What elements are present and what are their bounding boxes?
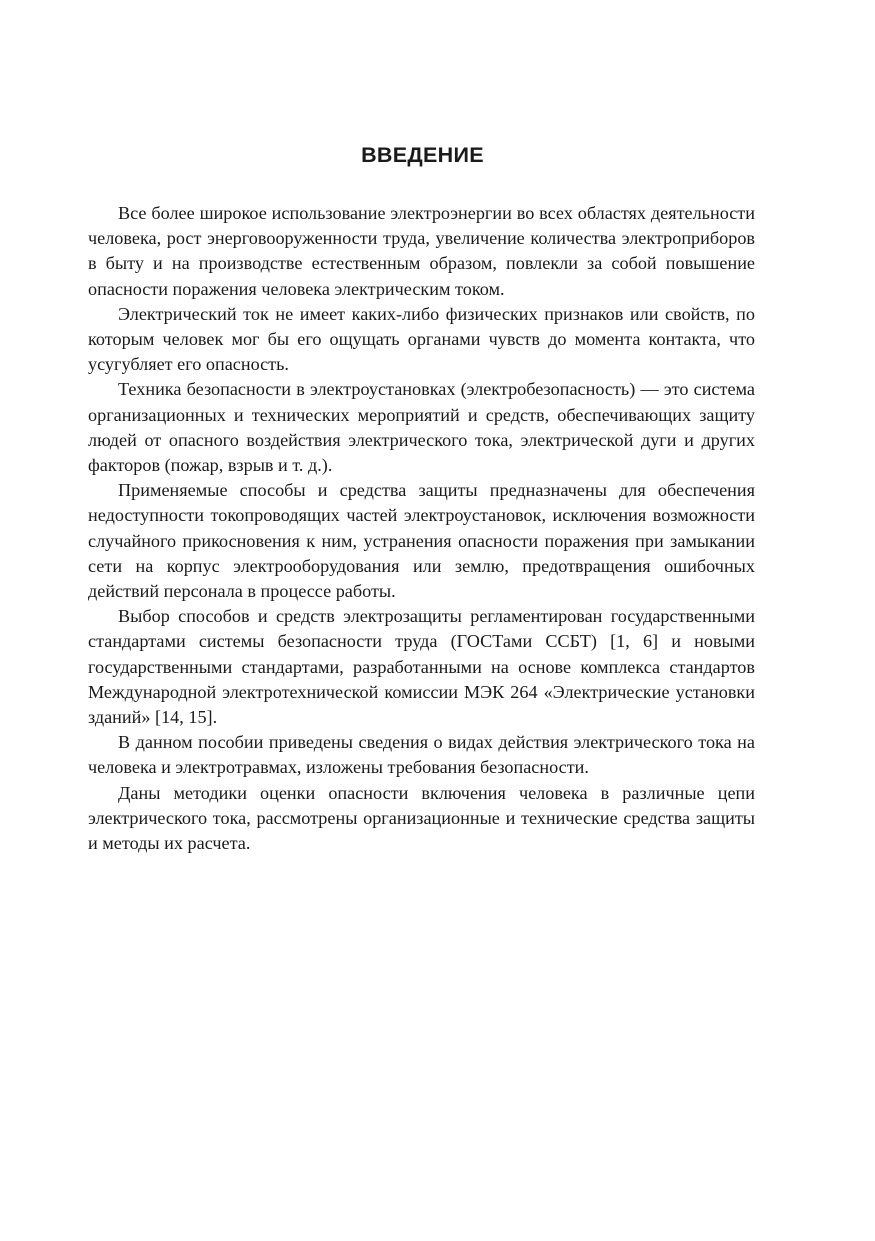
paragraph: Применяемые способы и средства защиты предназначены для обеспечения недоступности токопроводящих частей электроустановок, исключения возможности случайного прикосновения к ним, устранения опасности поражения при замыкании сети на корпус электрооборудования или землю, предотвращения ошибочных действий персонала в процессе работы.	[88, 480, 755, 602]
paragraph: Даны методики оценки опасности включения человека в различные цепи электрического тока, рассмотрены организационные и технические средства защиты и методы их расчета.	[88, 782, 755, 854]
page-title: ВВЕДЕНИЕ	[361, 143, 484, 167]
paragraph: Электрический ток не имеет каких-либо физических признаков или свойств, по которым человек мог бы его ощущать органами чувств до момента контакта, что усугубляет его опасность.	[88, 303, 755, 375]
paragraph: В данном пособии приведены сведения о видах действия электрического тока на человека и электротравмах, изложены требования безопасности.	[88, 732, 755, 778]
paragraph: Все более широкое использование электроэнергии во всех областях деятельности человека, рост энерговооруженности труда, увеличение количества электроприборов в быту и на производстве естественным образом, повлекли за собой повышение опасности поражения человека электрическим током.	[88, 203, 755, 299]
body-text	[88, 201, 755, 856]
paragraph: Выбор способов и средств электрозащиты регламентирован государственными стандартами системы безопасности труда (ГОСТами ССБТ) [1, 6] и новыми государственными стандартами, разработанными на основе комплекса стандартов Международной электротехнической комиссии МЭК 264 «Электрические установки зданий» [14, 15].	[88, 606, 755, 728]
paragraph: Техника безопасности в электроустановках (электробезопасность) — это система организационных и технических мероприятий и средств, обеспечивающих защиту людей от опасного воздействия электрического тока, электрической дуги и других факторов (пожар, взрыв и т. д.).	[88, 379, 755, 476]
